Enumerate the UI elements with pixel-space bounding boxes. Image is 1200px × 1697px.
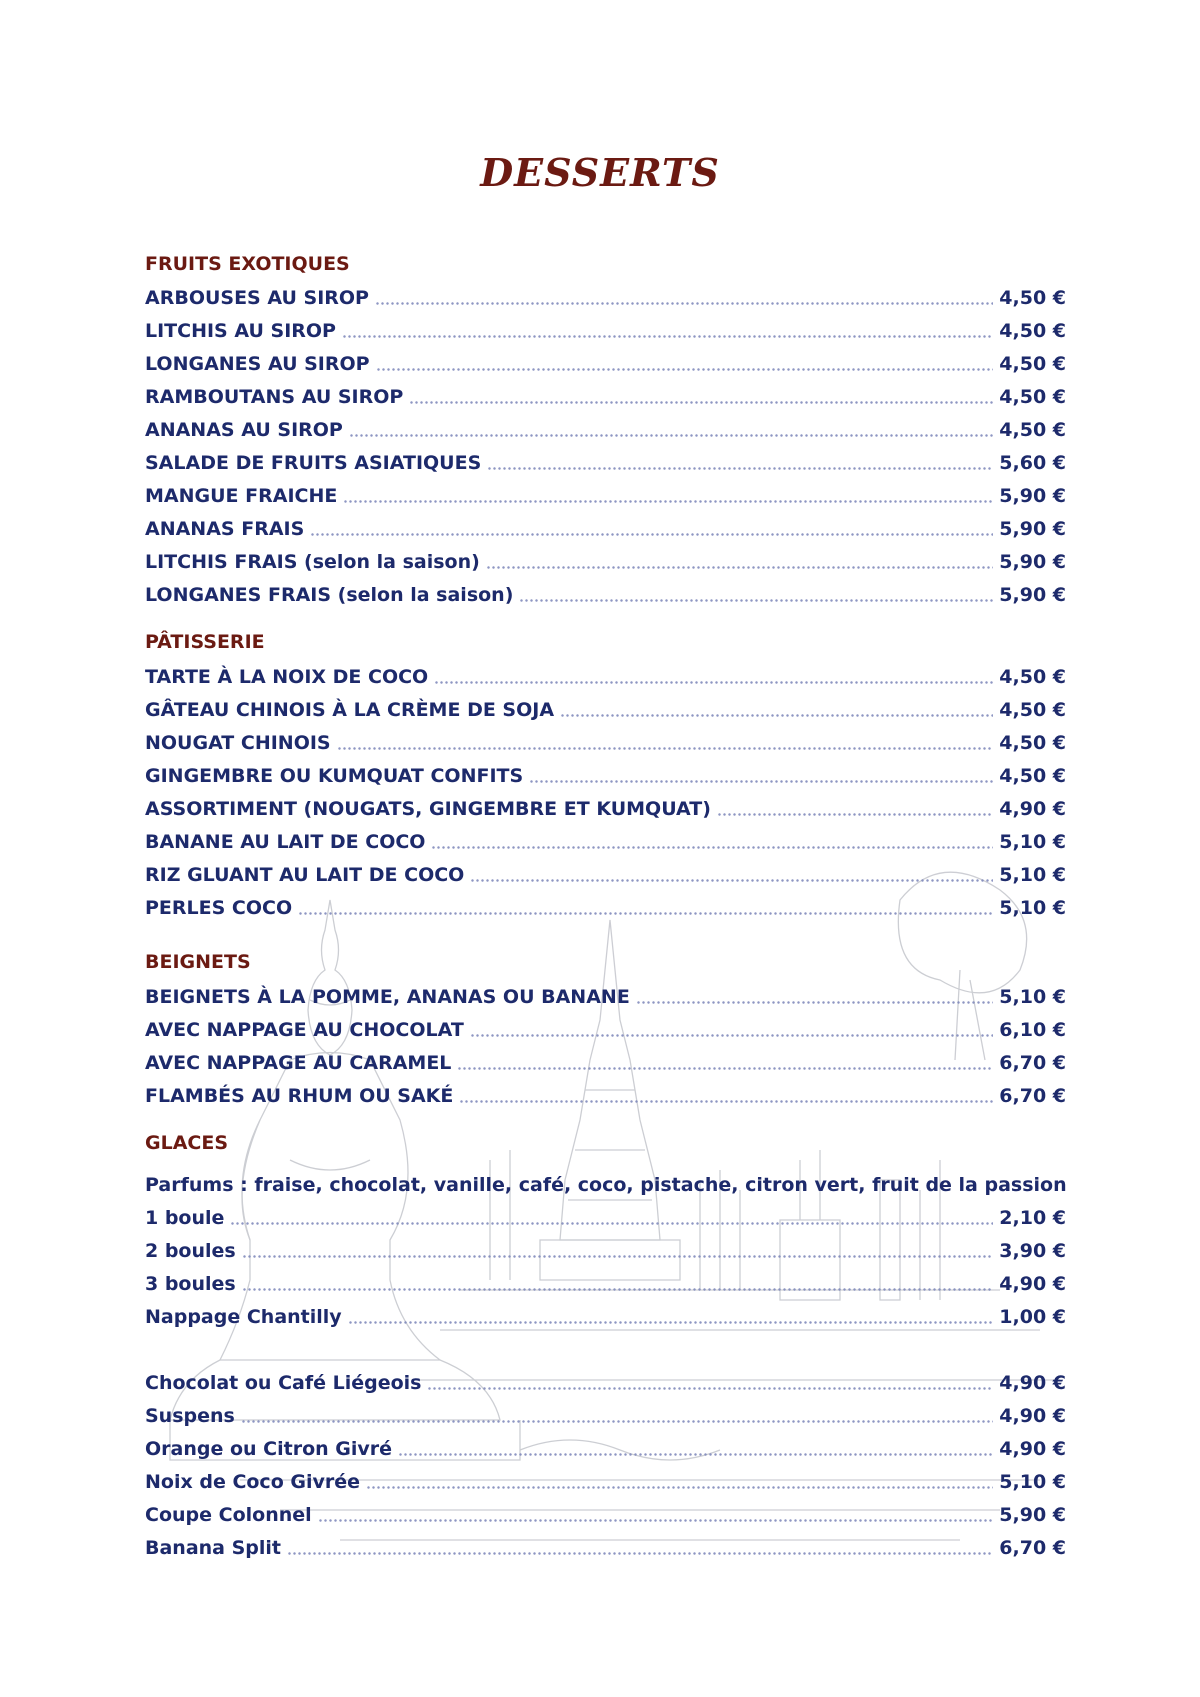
item-price: 4,50 €	[999, 320, 1066, 342]
item-label: Chocolat ou Café Liégeois	[145, 1372, 422, 1394]
dot-leader	[376, 368, 994, 371]
item-label: Banana Split	[145, 1537, 282, 1559]
page-title: DESSERTS	[480, 150, 720, 195]
item-price: 4,50 €	[999, 287, 1066, 309]
menu-item	[145, 1015, 1066, 1045]
item-price: 1,00 €	[999, 1306, 1066, 1328]
menu-item	[145, 1533, 1066, 1563]
item-price: 6,10 €	[999, 1019, 1066, 1041]
menu-item	[145, 1500, 1066, 1530]
item-price: 6,70 €	[999, 1537, 1066, 1559]
item-price: 4,90 €	[999, 798, 1066, 820]
menu-item	[145, 1401, 1066, 1431]
menu-item	[145, 1302, 1066, 1332]
dot-leader	[342, 335, 993, 338]
dot-leader	[487, 467, 993, 470]
item-label: NOUGAT CHINOIS	[145, 732, 331, 754]
item-price: 5,10 €	[999, 864, 1066, 886]
item-label: Noix de Coco Givrée	[145, 1471, 361, 1493]
item-label: 3 boules	[145, 1273, 236, 1295]
item-price: 5,90 €	[999, 518, 1066, 540]
item-label: LITCHIS FRAIS (selon la saison)	[145, 551, 480, 573]
dot-leader	[318, 1519, 994, 1522]
menu-item	[145, 794, 1066, 824]
menu-item	[145, 316, 1066, 346]
menu-item	[145, 382, 1066, 412]
item-label: 1 boule	[145, 1207, 225, 1229]
dot-leader	[298, 912, 993, 915]
item-price: 4,50 €	[999, 699, 1066, 721]
dot-leader	[470, 879, 993, 882]
item-price: 4,50 €	[999, 666, 1066, 688]
item-label: ASSORTIMENT (NOUGATS, GINGEMBRE ET KUMQUAT)	[145, 798, 711, 820]
dot-leader	[457, 1067, 993, 1070]
item-price: 4,90 €	[999, 1405, 1066, 1427]
item-price: 5,90 €	[999, 485, 1066, 507]
dot-leader	[560, 714, 993, 717]
dot-leader	[529, 780, 993, 783]
item-label: TARTE À LA NOIX DE COCO	[145, 666, 429, 688]
menu-item	[145, 695, 1066, 725]
section-title-beignets: BEIGNETS	[145, 951, 251, 973]
menu-item	[145, 283, 1066, 313]
menu-item	[145, 761, 1066, 791]
item-label: Orange ou Citron Givré	[145, 1438, 393, 1460]
menu-item	[145, 1434, 1066, 1464]
menu-item	[145, 481, 1066, 511]
item-price: 3,90 €	[999, 1240, 1066, 1262]
section-title-patisserie: PÂTISSERIE	[145, 631, 265, 653]
item-price: 2,10 €	[999, 1207, 1066, 1229]
dot-leader	[241, 1420, 993, 1423]
dot-leader	[343, 500, 993, 503]
item-label: LONGANES FRAIS (selon la saison)	[145, 584, 514, 606]
item-label: GINGEMBRE OU KUMQUAT CONFITS	[145, 765, 524, 787]
item-label: ARBOUSES AU SIROP	[145, 287, 369, 309]
dot-leader	[348, 1321, 994, 1324]
dot-leader	[470, 1034, 993, 1037]
item-price: 4,50 €	[999, 353, 1066, 375]
dot-leader	[636, 1001, 993, 1004]
item-label: BANANE AU LAIT DE COCO	[145, 831, 426, 853]
dot-leader	[459, 1100, 993, 1103]
menu-item	[145, 893, 1066, 923]
menu-item	[145, 827, 1066, 857]
item-price: 5,10 €	[999, 897, 1066, 919]
section-title-glaces: GLACES	[145, 1132, 229, 1154]
item-label: MANGUE FRAICHE	[145, 485, 338, 507]
menu-item	[145, 860, 1066, 890]
item-price: 5,10 €	[999, 986, 1066, 1008]
item-price: 5,90 €	[999, 584, 1066, 606]
section-title-fruits: FRUITS EXOTIQUES	[145, 253, 350, 275]
item-label: AVEC NAPPAGE AU CHOCOLAT	[145, 1019, 464, 1041]
dot-leader	[486, 566, 993, 569]
item-label: PERLES COCO	[145, 897, 293, 919]
item-label: Suspens	[145, 1405, 235, 1427]
item-label: LONGANES AU SIROP	[145, 353, 370, 375]
item-price: 6,70 €	[999, 1085, 1066, 1107]
dot-leader	[242, 1288, 994, 1291]
item-price: 5,90 €	[999, 1504, 1066, 1526]
dot-leader	[349, 434, 993, 437]
menu-item	[145, 1368, 1066, 1398]
menu-item	[145, 580, 1066, 610]
item-label: SALADE DE FRUITS ASIATIQUES	[145, 452, 482, 474]
item-label: AVEC NAPPAGE AU CARAMEL	[145, 1052, 452, 1074]
item-price: 5,90 €	[999, 551, 1066, 573]
item-label: FLAMBÉS AU RHUM OU SAKÉ	[145, 1085, 454, 1107]
item-price: 5,10 €	[999, 831, 1066, 853]
item-label: Nappage Chantilly	[145, 1306, 342, 1328]
item-label: ANANAS AU SIROP	[145, 419, 343, 441]
menu-item	[145, 662, 1066, 692]
item-label: GÂTEAU CHINOIS À LA CRÈME DE SOJA	[145, 699, 555, 721]
dot-leader	[427, 1387, 993, 1390]
menu-item	[145, 547, 1066, 577]
menu-item	[145, 1269, 1066, 1299]
item-price: 4,90 €	[999, 1438, 1066, 1460]
menu-item	[145, 1048, 1066, 1078]
item-price: 4,50 €	[999, 419, 1066, 441]
dot-leader	[310, 533, 993, 536]
item-price: 4,90 €	[999, 1372, 1066, 1394]
dot-leader	[409, 401, 993, 404]
item-price: 4,50 €	[999, 765, 1066, 787]
dot-leader	[519, 599, 993, 602]
item-label: BEIGNETS À LA POMME, ANANAS OU BANANE	[145, 986, 630, 1008]
menu-item	[145, 982, 1066, 1012]
item-label: RAMBOUTANS AU SIROP	[145, 386, 404, 408]
menu-item	[145, 1236, 1066, 1266]
dot-leader	[337, 747, 994, 750]
item-price: 4,90 €	[999, 1273, 1066, 1295]
menu-item	[145, 728, 1066, 758]
menu-item	[145, 514, 1066, 544]
item-label: RIZ GLUANT AU LAIT DE COCO	[145, 864, 465, 886]
dot-leader	[287, 1552, 993, 1555]
dot-leader	[717, 813, 993, 816]
menu-item	[145, 1203, 1066, 1233]
dot-leader	[434, 681, 993, 684]
item-label: 2 boules	[145, 1240, 236, 1262]
item-label: LITCHIS AU SIROP	[145, 320, 336, 342]
dot-leader	[398, 1453, 993, 1456]
dot-leader	[366, 1486, 993, 1489]
menu-item	[145, 448, 1066, 478]
menu-item	[145, 1081, 1066, 1111]
item-price: 5,10 €	[999, 1471, 1066, 1493]
item-price: 5,60 €	[999, 452, 1066, 474]
parfums-list: Parfums : fraise, chocolat, vanille, café, coco, pistache, citron vert, fruit de la passion	[145, 1174, 1067, 1196]
item-label: ANANAS FRAIS	[145, 518, 305, 540]
item-price: 6,70 €	[999, 1052, 1066, 1074]
dot-leader	[230, 1222, 993, 1225]
dot-leader	[375, 302, 993, 305]
item-label: Coupe Colonnel	[145, 1504, 312, 1526]
item-price: 4,50 €	[999, 732, 1066, 754]
item-price: 4,50 €	[999, 386, 1066, 408]
dot-leader	[431, 846, 993, 849]
menu-item	[145, 349, 1066, 379]
menu-item	[145, 1467, 1066, 1497]
menu-item	[145, 415, 1066, 445]
dot-leader	[242, 1255, 994, 1258]
